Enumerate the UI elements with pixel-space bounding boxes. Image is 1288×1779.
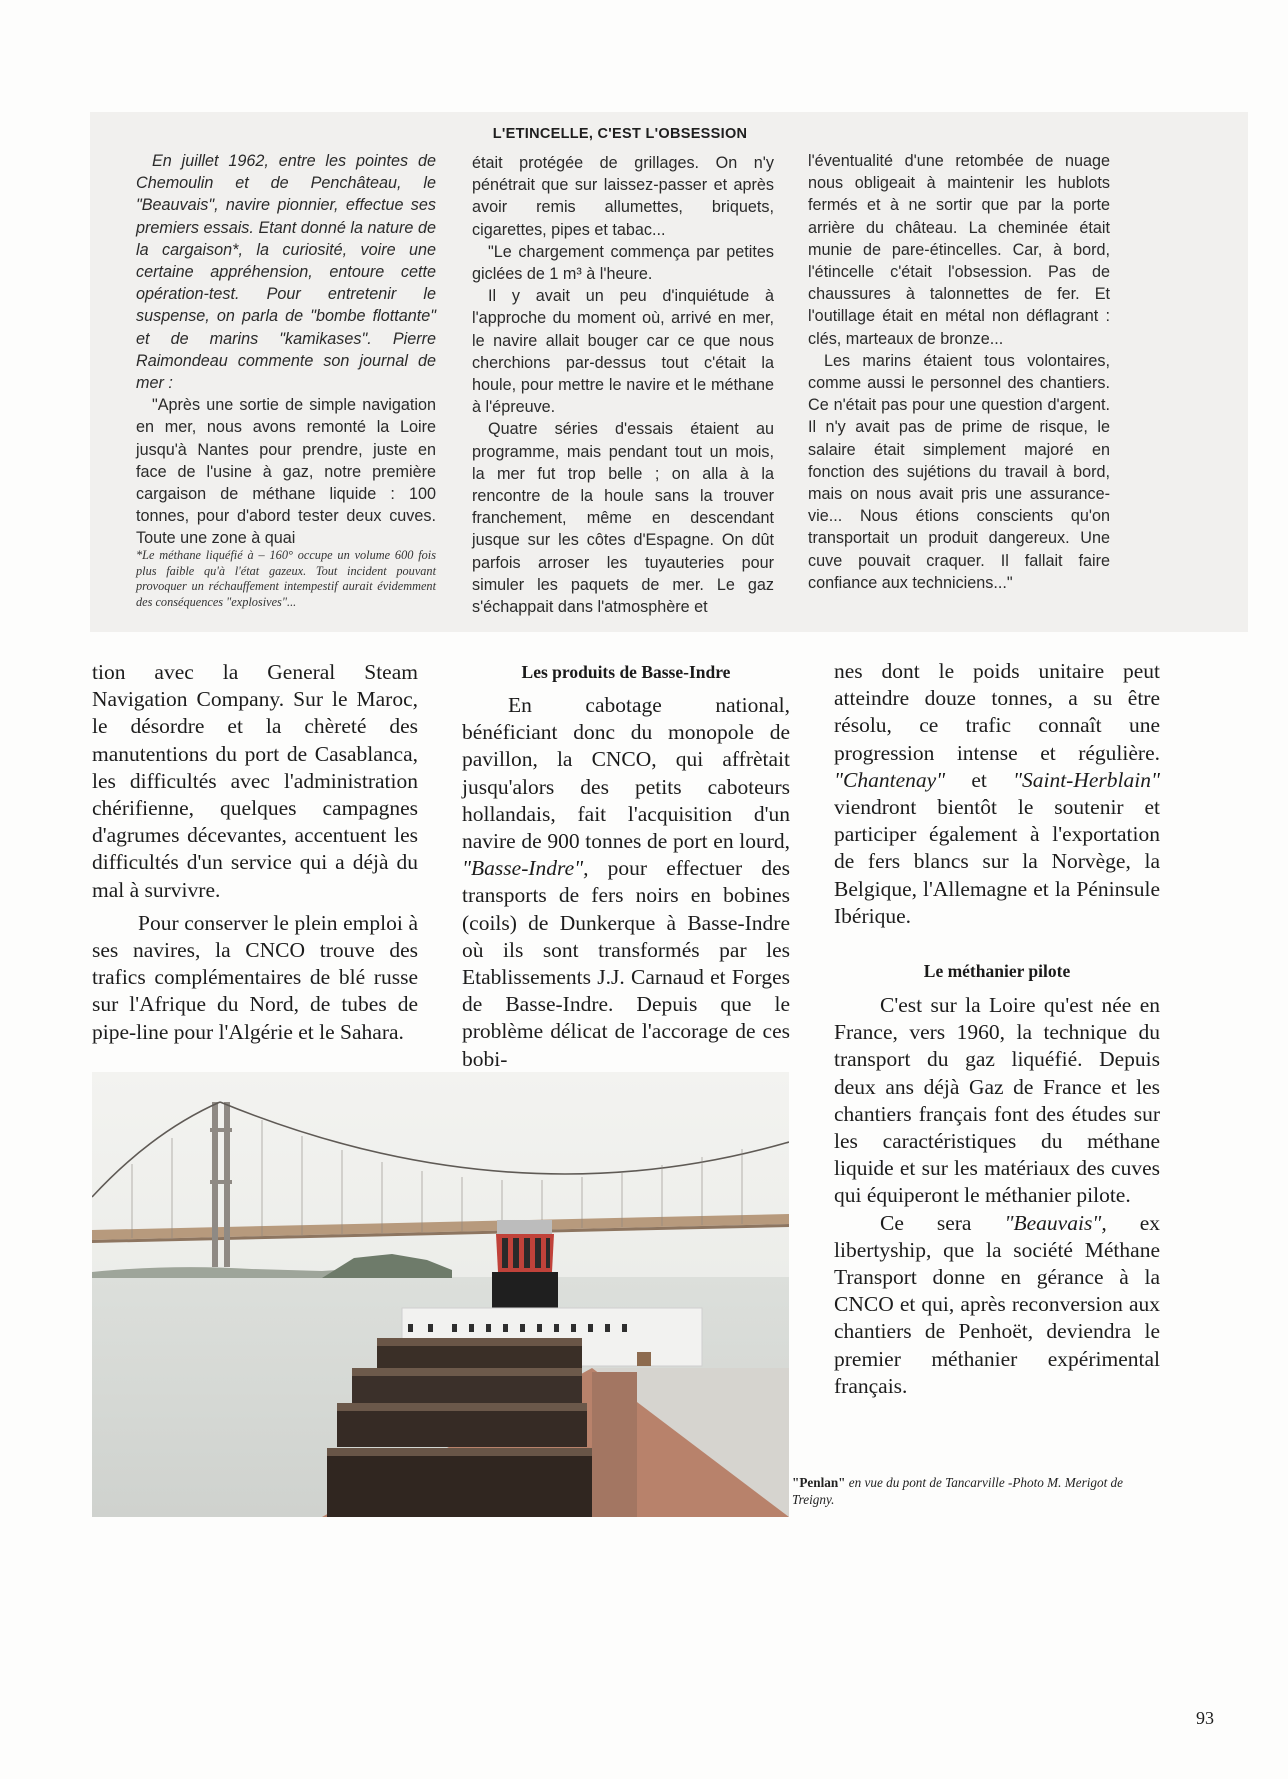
cargo-hatch: [327, 1452, 592, 1517]
text-run: viendront bientôt le soutenir et participer également à l'exportation de fers blancs sur la Norvège, la Belgique, l'Allemagne et la Péninsule Ibérique.: [834, 795, 1160, 928]
article-paragraph: C'est sur la Loire qu'est née en France, vers 1960, la technique du transport du gaz liquéfié. Depuis deux ans déjà Gaz de France et les chantiers français font des études sur les caractéristiques du méthane liquide et sur les matériaux des cuves qui équiperont le méthanier pilote.: [834, 993, 1160, 1208]
ship-photo-illustration: [92, 1072, 789, 1517]
photo-caption: [792, 1474, 1162, 1508]
page-number: 93: [1196, 1708, 1214, 1728]
sidebar-quote-paragraph: "Après une sortie de simple navigation en mer, nous avons remonté la Loire jusqu'à Nantes pour prendre, juste en face de l'usine à gaz, notre première cargaison de méthane liquide : 100 tonnes, pour d'abord tester deux cuves. Toute une zone à quai: [136, 396, 436, 548]
ship-photo: [92, 1072, 789, 1517]
text-run: Ce sera: [880, 1210, 1005, 1235]
sidebar-paragraph: était protégée de grillages. On n'y pénétrait que sur laissez-passer et après avoir remis allumettes, briquets, cigarettes, pipes et tabac...: [472, 154, 774, 239]
cargo-hatch-top: [377, 1338, 582, 1346]
section-heading-methanier: Le méthanier pilote: [923, 961, 1071, 981]
cargo-hatch: [377, 1342, 582, 1372]
sidebar-column-1: [136, 150, 436, 550]
sidebar-footnote: *Le méthane liquéfié à – 160° occupe un volume 600 fois plus faible qu'à l'état gazeux. Tout incident pouvant provoquer un réchauffement intempestif aurait évidemment des conséquences "explosives"...: [136, 548, 436, 609]
deck-walkway: [592, 1372, 637, 1517]
bridge-pylon-crossbar: [210, 1128, 232, 1132]
sidebar-paragraph: Quatre séries d'essais étaient au programme, mais pendant tout un mois, la mer fut trop belle ; on alla à la rencontre de la houle sans la trouver franchement, même en descendant jusque sur les côtes d'Espagne. On dût parfois arroser les tuyauteries pour simuler les paquets de mer. Le gaz s'échappait dans l'atmosphère et: [472, 420, 774, 617]
cargo-hatch: [337, 1407, 587, 1447]
article-column-2: [462, 692, 790, 1073]
text-run: ex libertyship, que la société Méthane Transport donne en gérance à la CNCO et qui, après reconversion aux chantiers de Penhoët, deviendra le premier méthanier expérimental français.: [834, 1210, 1160, 1398]
cargo-hatch-top: [352, 1368, 582, 1376]
caption-text: en vue du pont de Tancarville -Photo M. Merigot de Treigny.: [792, 1475, 1123, 1507]
sidebar-column-3: [808, 150, 1110, 594]
bridge-pylon-crossbar: [210, 1180, 232, 1184]
ship-name: "Beauvais",: [1004, 1210, 1107, 1235]
ship-name: "Basse-Indre",: [462, 856, 589, 881]
sidebar-intro-paragraph: En juillet 1962, entre les pointes de Chemoulin et de Penchâteau, le "Beauvais", navire pionnier, effectue ses premiers essais. Etant donné la nature de la cargaison*, la curiosité, voire une certaine appréhension, entoure cette opération-test. Pour entretenir le suspense, on parla de "bombe flottante" et de marins "kamikases". Pierre Raimondeau commente son journal de mer :: [136, 152, 436, 393]
sidebar-paragraph: Il y avait un peu d'inquiétude à l'approche du moment où, arrivé en mer, le navire allait bouger car ce que nous cherchions par-dessus tout c'était la houle, pour mettre le navire et le méthane à l'épreuve.: [472, 287, 774, 417]
bridge-pylon: [224, 1102, 230, 1267]
article-paragraph: [462, 692, 790, 1073]
article-paragraph: [834, 658, 1160, 930]
ship-name: "Saint-Herblain": [1012, 767, 1160, 792]
funnel-cap: [497, 1220, 552, 1234]
article-paragraph: tion avec la General Steam Navigation Company. Sur le Maroc, le désordre et la chèreté des manutentions du port de Casablanca, les difficultés avec l'administration chérifienne, quelques campagnes d'agrumes décevantes, accentuent les difficultés d'un service qui a déjà du mal à survivre.: [92, 660, 418, 902]
text-run: et: [945, 767, 1013, 792]
article-column-1: [92, 659, 418, 1046]
article-paragraph: [834, 1210, 1160, 1400]
ship-name: "Chantenay": [834, 767, 946, 792]
cargo-hatch-top: [327, 1448, 592, 1456]
sidebar-paragraph: Les marins étaient tous volontaires, comme aussi le personnel des chantiers. Ce n'était pas pour une question d'argent. Il n'y avait pas de prime de risque, le salaire était simplement majoré en fonction des sujétions du travail à bord, mais on nous avait pris une assurance-vie... Nous étions conscients qu'on transportait un produit dangereux. Une cuve pouvait craquer. Il fallait faire confiance aux techniciens...": [808, 351, 1110, 592]
article-column-3: [834, 658, 1160, 930]
caption-ship-name: "Penlan": [792, 1475, 846, 1490]
cargo-hatch: [352, 1372, 582, 1406]
cargo-hatch-top: [337, 1403, 587, 1411]
sidebar-paragraph: l'éventualité d'une retombée de nuage nous obligeait à maintenir les hublots fermés et à ne sortir que par la porte arrière du château. La cheminée était munie de pare-étincelles. Car, à bord, l'étincelle c'était l'obsession. Pas de chaussures à talonnettes de fer. Et l'outillage était en métal non déflagrant : clés, marteaux de bronze...: [808, 152, 1110, 348]
text-run: pour effectuer des transports de fers noirs en bobines (coils) de Dunkerque à Basse-Indre où ils sont transformés par les Etablissements J.J. Carnaud et Forges de Basse-Indre. Depuis que le problème délicat de l'accorage de ces bobi-: [462, 856, 790, 1071]
bridge-pylon: [212, 1102, 218, 1267]
text-run: nes dont le poids unitaire peut atteindre douze tonnes, a su être résolu, ce trafic connaît une progression intense et régulière.: [834, 659, 1160, 765]
section-heading-basse-indre: Les produits de Basse-Indre: [521, 662, 731, 682]
article-paragraph: Pour conserver le plein emploi à ses navires, la CNCO trouve des trafics complémentaires de blé russe sur l'Afrique du Nord, de tubes de pipe-line pour l'Algérie et le Sahara.: [92, 910, 418, 1044]
funnel-black-band: [492, 1272, 558, 1312]
sidebar-paragraph: "Le chargement commença par petites giclées de 1 m³ à l'heure.: [472, 242, 774, 284]
door: [637, 1352, 651, 1366]
sidebar-title: L'ETINCELLE, C'EST L'OBSESSION: [492, 126, 748, 142]
article-column-4: [834, 992, 1160, 1400]
sidebar-column-2: [472, 152, 774, 618]
text-run: En cabotage national, bénéficiant donc du monopole de pavillon, la CNCO, qui affrètait jusqu'alors des petits caboteurs hollandais, fait l'acquisition d'un navire de 900 tonnes de port en lourd,: [462, 693, 790, 854]
